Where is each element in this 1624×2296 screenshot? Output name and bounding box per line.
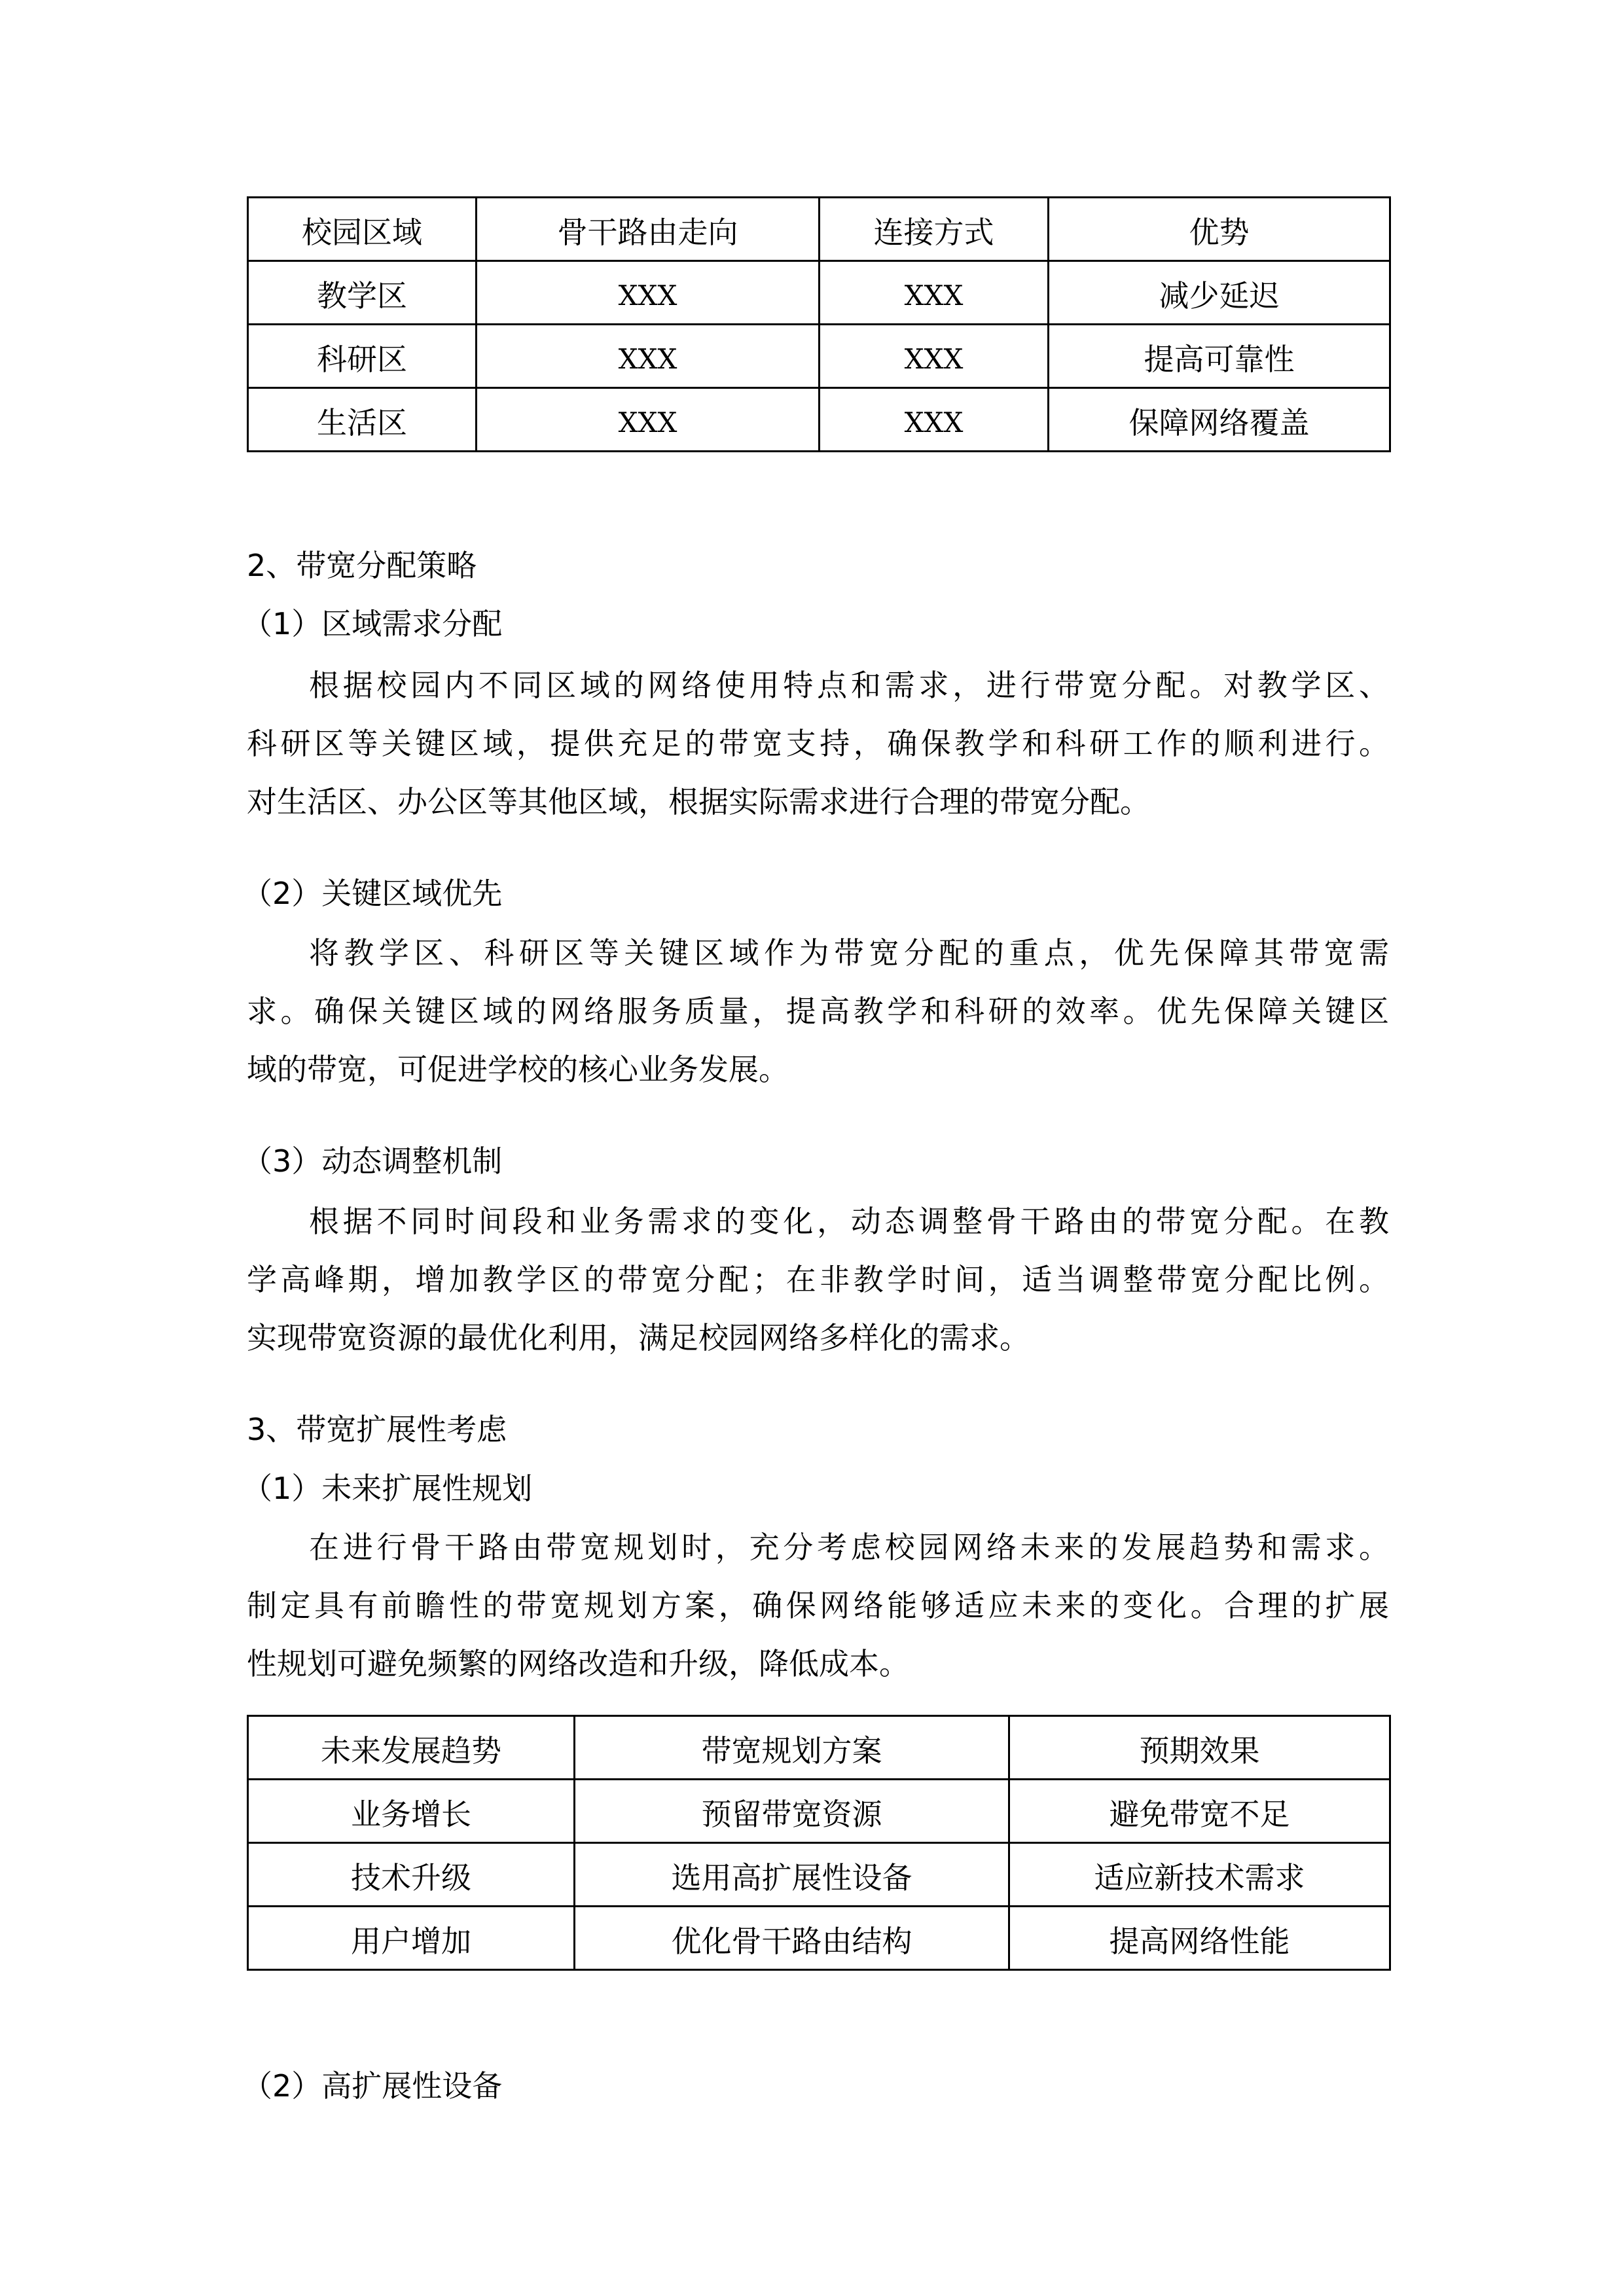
table-header-cell: 校园区域 bbox=[248, 198, 477, 261]
paragraph-line: 求。确保关键区域的网络服务质量，提高教学和科研的效率。优先保障关键区 bbox=[247, 994, 1389, 1029]
paragraph-line: 对生活区、办公区等其他区域，根据实际需求进行合理的带宽分配。 bbox=[247, 784, 1150, 819]
paragraph-line: 根据校园内不同区域的网络使用特点和需求，进行带宽分配。对教学区、 bbox=[309, 668, 1389, 703]
table-header-cell: 优势 bbox=[1049, 198, 1390, 261]
table-cell: XXX bbox=[820, 388, 1049, 452]
subsection-title: （1）区域需求分配 bbox=[242, 606, 503, 641]
table-cell: XXX bbox=[477, 388, 820, 452]
paragraph-line: 性规划可避免频繁的网络改造和升级，降低成本。 bbox=[247, 1646, 909, 1681]
paragraph-line: 实现带宽资源的最优化利用，满足校园网络多样化的需求。 bbox=[247, 1320, 1030, 1355]
table-cell: 预留带宽资源 bbox=[575, 1780, 1009, 1843]
subsection-title: （1）未来扩展性规划 bbox=[242, 1471, 533, 1506]
table-cell: XXX bbox=[477, 261, 820, 325]
table-cell: 提高网络性能 bbox=[1009, 1907, 1390, 1970]
table-cell: 提高可靠性 bbox=[1049, 325, 1390, 388]
section-heading: 3、带宽扩展性考虑 bbox=[247, 1412, 507, 1447]
table-cell: 生活区 bbox=[248, 388, 477, 452]
table-cell: XXX bbox=[820, 325, 1049, 388]
table-cell: 选用高扩展性设备 bbox=[575, 1843, 1009, 1907]
paragraph-line: 将教学区、科研区等关键区域作为带宽分配的重点，优先保障其带宽需 bbox=[309, 935, 1389, 971]
subsection-title: （2）高扩展性设备 bbox=[242, 2068, 503, 2104]
table-cell: 适应新技术需求 bbox=[1009, 1843, 1390, 1907]
table-cell: 用户增加 bbox=[248, 1907, 575, 1970]
table-cell: 保障网络覆盖 bbox=[1049, 388, 1390, 452]
table-header-row bbox=[248, 198, 1390, 261]
paragraph-line: 制定具有前瞻性的带宽规划方案，确保网络能够适应未来的变化。合理的扩展 bbox=[247, 1588, 1389, 1623]
table-row bbox=[248, 261, 1390, 325]
table-row bbox=[248, 1780, 1390, 1843]
table-cell: XXX bbox=[477, 325, 820, 388]
section-heading: 2、带宽分配策略 bbox=[247, 548, 477, 583]
table-header-cell: 带宽规划方案 bbox=[575, 1716, 1009, 1780]
table-cell: XXX bbox=[820, 261, 1049, 325]
subsection-title: （2）关键区域优先 bbox=[242, 876, 503, 911]
bandwidth-plan-table bbox=[247, 1715, 1391, 1971]
campus-routing-table bbox=[247, 196, 1391, 452]
subsection-title: （3）动态调整机制 bbox=[242, 1143, 503, 1179]
paragraph-line: 学高峰期，增加教学区的带宽分配；在非教学时间，适当调整带宽分配比例。 bbox=[247, 1262, 1389, 1297]
table-header-cell: 预期效果 bbox=[1009, 1716, 1390, 1780]
table-cell: 教学区 bbox=[248, 261, 477, 325]
table-header-cell: 连接方式 bbox=[820, 198, 1049, 261]
table-header-row bbox=[248, 1716, 1390, 1780]
table-cell: 科研区 bbox=[248, 325, 477, 388]
table-header-cell: 未来发展趋势 bbox=[248, 1716, 575, 1780]
table-cell: 减少延迟 bbox=[1049, 261, 1390, 325]
table-cell: 优化骨干路由结构 bbox=[575, 1907, 1009, 1970]
paragraph-line: 在进行骨干路由带宽规划时，充分考虑校园网络未来的发展趋势和需求。 bbox=[309, 1530, 1389, 1565]
table-header-cell: 骨干路由走向 bbox=[477, 198, 820, 261]
paragraph-line: 域的带宽，可促进学校的核心业务发展。 bbox=[247, 1052, 789, 1087]
table-cell: 业务增长 bbox=[248, 1780, 575, 1843]
table-row bbox=[248, 325, 1390, 388]
table-row bbox=[248, 1907, 1390, 1970]
table-cell: 技术升级 bbox=[248, 1843, 575, 1907]
table-cell: 避免带宽不足 bbox=[1009, 1780, 1390, 1843]
paragraph-line: 科研区等关键区域，提供充足的带宽支持，确保教学和科研工作的顺利进行。 bbox=[247, 726, 1389, 761]
table-row bbox=[248, 1843, 1390, 1907]
paragraph-line: 根据不同时间段和业务需求的变化，动态调整骨干路由的带宽分配。在教 bbox=[309, 1204, 1389, 1239]
table-row bbox=[248, 388, 1390, 452]
